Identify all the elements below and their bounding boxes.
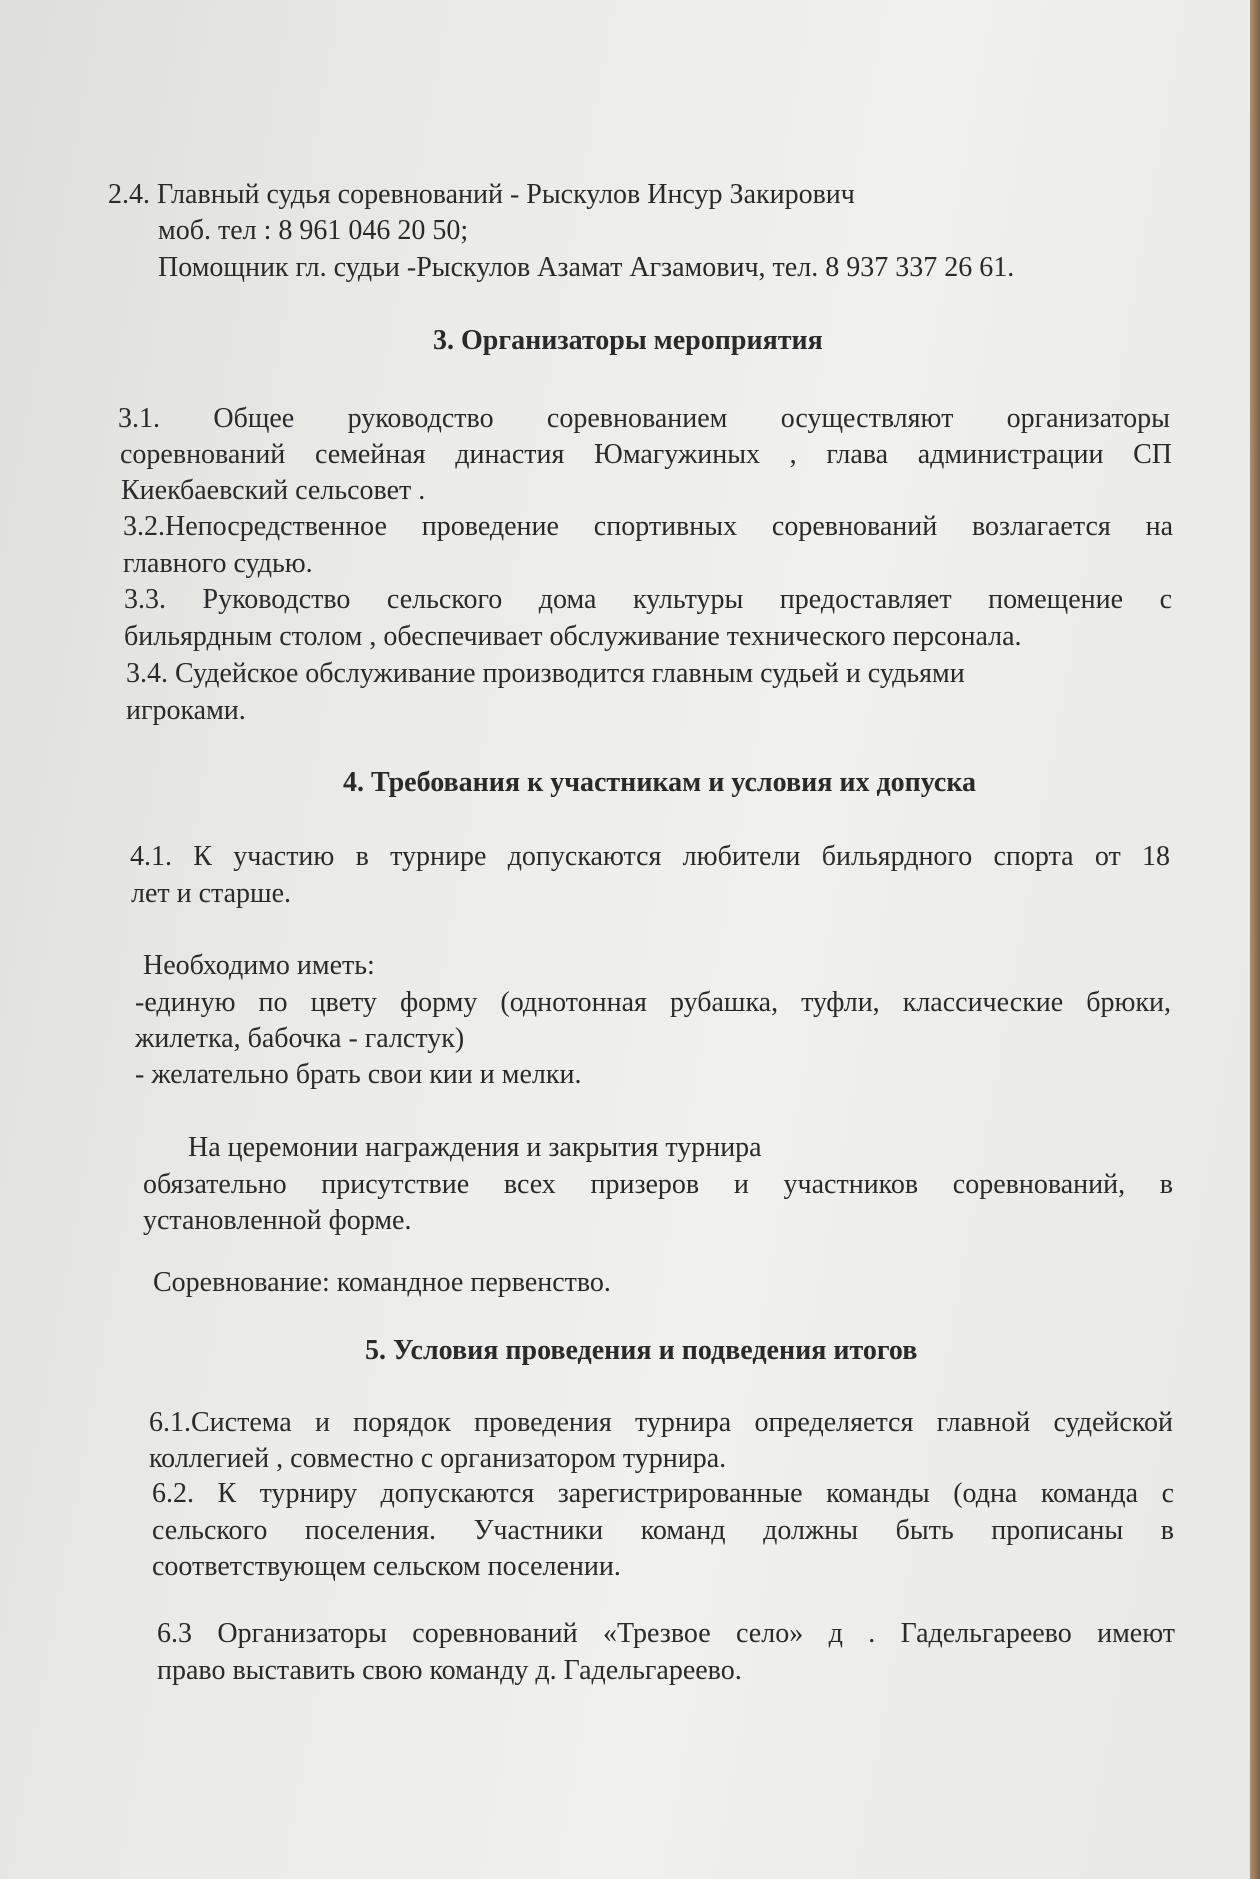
- para-3-2-line-2: главного судью.: [123, 548, 313, 579]
- judge-line: 2.4. Главный судья соревнований - Рыскулов Инсур Закирович: [108, 179, 855, 210]
- para-6-2-line-1: 6.2. К турниру допускаются зарегистрированные команды (одна команда с: [152, 1478, 1174, 1509]
- para-6-1-line-1: 6.1.Система и порядок проведения турнира определяется главной судейской: [149, 1407, 1173, 1438]
- para-6-2-line-2: сельского поселения. Участники команд должны быть прописаны в: [152, 1515, 1174, 1546]
- requirements-line-1: -единую по цвету форму (однотонная рубашка, туфли, классические брюки,: [135, 987, 1171, 1018]
- judge-phone-line: моб. тел : 8 961 046 20 50;: [158, 215, 469, 246]
- para-4-1-line-2: лет и старше.: [131, 878, 292, 909]
- para-3-1-line-2: соревнований семейная династия Юмагужиных , глава администрации СП: [120, 439, 1172, 470]
- section-3-heading: 3. Организаторы мероприятия: [433, 325, 823, 356]
- para-3-1-line-3: Киекбаевский сельсовет .: [121, 475, 426, 506]
- para-3-3-line-1: 3.3. Руководство сельского дома культуры предоставляет помещение с: [124, 584, 1172, 615]
- ceremony-line-1: На церемонии награждения и закрытия турнира: [188, 1132, 762, 1163]
- para-3-4-line-1: 3.4. Судейское обслуживание производится главным судьей и судьями: [126, 658, 965, 689]
- para-6-1-line-2: коллегией , совместно с организатором турнира.: [149, 1443, 727, 1474]
- para-3-2-line-1: 3.2.Непосредственное проведение спортивных соревнований возлагается на: [123, 511, 1173, 542]
- ceremony-line-3: установленной форме.: [143, 1205, 412, 1236]
- requirements-line-3: - желательно брать свои кии и мелки.: [135, 1059, 582, 1090]
- requirements-title: Необходимо иметь:: [143, 950, 375, 981]
- para-3-1-line-1: 3.1. Общее руководство соревнованием осуществляют организаторы: [118, 403, 1170, 434]
- assistant-judge-line: Помощник гл. судьи -Рыскулов Азамат Агзамович, тел. 8 937 337 26 61.: [158, 252, 1015, 283]
- para-3-3-line-2: бильярдным столом , обеспечивает обслуживание технического персонала.: [124, 621, 1022, 652]
- section-5-heading: 5. Условия проведения и подведения итогов: [365, 1335, 918, 1366]
- table-edge: [1250, 0, 1260, 1879]
- para-6-3-line-2: право выставить свою команду д. Гадельгареево.: [157, 1655, 742, 1686]
- requirements-line-2: жилетка, бабочка - галстук): [135, 1023, 465, 1054]
- para-6-3-line-1: 6.3 Организаторы соревнований «Трезвое село» д . Гадельгареево имеют: [157, 1618, 1175, 1649]
- para-3-4-line-2: игроками.: [126, 695, 246, 726]
- section-4-heading: 4. Требования к участникам и условия их допуска: [343, 767, 977, 798]
- para-4-1-line-1: 4.1. К участию в турнире допускаются любители бильярдного спорта от 18: [130, 841, 1170, 872]
- competition-type: Соревнование: командное первенство.: [153, 1267, 611, 1298]
- para-6-2-line-3: соответствующем сельском поселении.: [152, 1551, 621, 1582]
- ceremony-line-2: обязательно присутствие всех призеров и участников соревнований, в: [143, 1169, 1173, 1200]
